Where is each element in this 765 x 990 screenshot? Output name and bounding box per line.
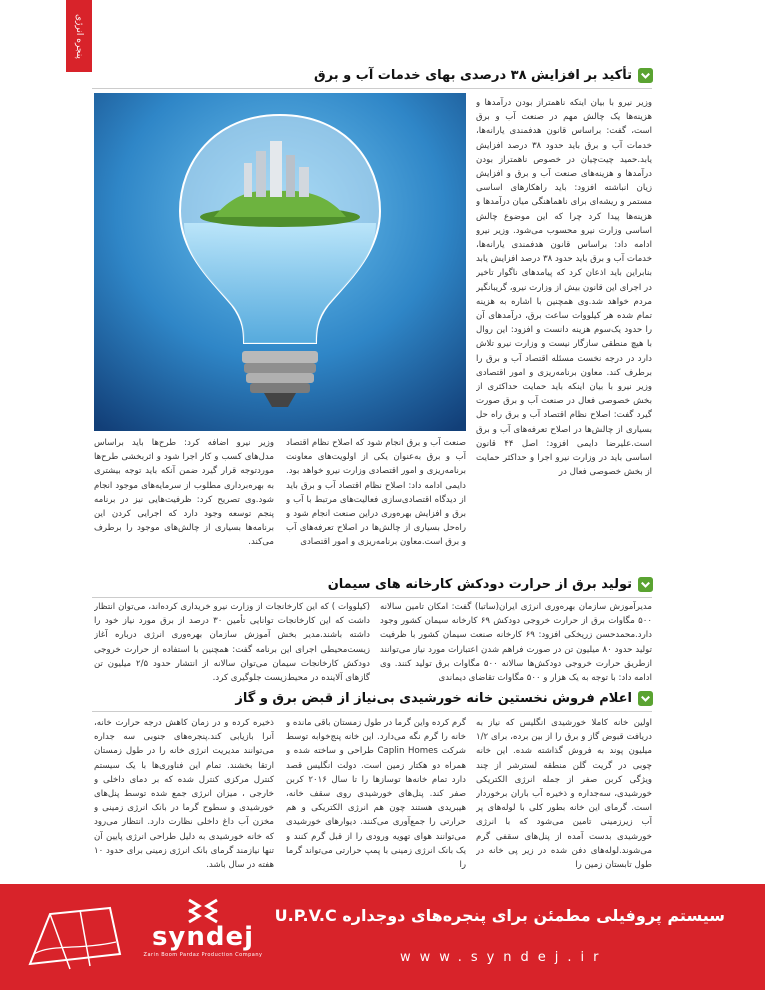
article-2-headline bbox=[328, 577, 653, 592]
article-1-headline bbox=[314, 68, 653, 83]
article-1-column-left: وزیر نیرو اضافه کرد: طرح‌ها باید براساس مدل‌های کسب و کار اجرا شود و اثربخشی طرح‌ها موردتوجه قرار گیرد ضمن آنکه باید توجه بیشتری به بهره‌برداری مطلوب از سرمایه‌های موجود انجام شود.وی تصریح کرد: ظرفیت‌هایی نیز در برنامه پنجم توسعه وجود دارد که اجرایی کردن این برنامه‌ها بسیاری از چالش‌های موجود را برطرف می‌کند. bbox=[94, 438, 274, 548]
syndej-advertisement bbox=[0, 884, 765, 990]
article-2-column-right: مدیرآموزش سازمان بهره‌وری انرژی ایران(ساتبا) گفت: امکان تامین سالانه ۵۰۰ مگاوات برق از حرارت خروجی دودکش ۶۹ کارخانه سیمان کشور وجود دارد.محمدحسن زریخکی افزود: ۶۹ کارخانه صنعت سیمان کشور با ظرفیت تولید حدود ۸۰ میلیون تن در صورت فراهم شدن اعتبارات مورد نیاز می‌توانند ازطریق حرارت خروجی دودکش‌ها سالانه ۵۰۰ مگاوات برق تولید کنند. وی ادامه داد: با توجه به یک هزار و ۵۰۰ مگاوات تقاضای دیماندی bbox=[380, 602, 652, 684]
ad-tagline: سیستم پروفیلی مطمئن برای پنجره‌های دوجداره U.P.V.C bbox=[274, 906, 725, 925]
syndej-logo bbox=[138, 894, 268, 984]
chevron-down-icon bbox=[638, 577, 653, 592]
article-3-title: اعلام فروش نخستین خانه خورشیدی بی‌نیاز از قبض برق و گاز bbox=[235, 691, 632, 706]
article-3-headline bbox=[235, 691, 653, 706]
article-1-column-middle: صنعت آب و برق انجام شود که اصلاح نظام اقتصاد آب و برق به‌عنوان یکی از اولویت‌های معاونت برنامه‌ریزی و امور اقتصادی وزارت نیرو خواهد بود. دایمی ادامه داد: اصلاح نظام اقتصاد آب و برق باید از دیدگاه اقتصادی‌سازی فعالیت‌های مرتبط با آب و برق و افزایش بهره‌وری دراین صنعت انجام شود و راه‌حل بسیاری از چالش‌ها در اصلاح تعرفه‌های آب و برق است.معاون برنامه‌ریزی و امور اقتصادی bbox=[286, 438, 466, 548]
divider bbox=[92, 597, 652, 598]
ad-website-link[interactable]: www.syndej.ir bbox=[400, 950, 608, 965]
divider bbox=[92, 88, 652, 89]
window-sketch-icon bbox=[20, 894, 130, 984]
article-1-title: تأکید بر افزایش ۳۸ درصدی بهای خدمات آب و برق bbox=[314, 68, 632, 83]
chevron-down-icon bbox=[638, 68, 653, 83]
article-3-column-middle: گرم کرده واین گرما در طول زمستان باقی مانده و خانه را گرم نگه می‌دارد. این خانه پنج‌خوابه توسط شرکت Caplin Homes طراحی و ساخته شده و همراه دو هکتار زمین است. دولت انگلیس قصد دارد تمام خانه‌ها توسازها را تا سال ۲۰۱۶ کربن صفر کند. پنل‌های خورشیدی روی سقف خانه، هیبریدی هستند چون هم انرژی الکتریکی و هم حرارتی را جمع‌آوری می‌کنند. دیوارهای خورشیدی می‌توانند هوای تهویه ورودی را از قبل گرم کنند و یک بانک انرژی زمینی با پمپ حرارتی می‌تواند گرما را bbox=[286, 718, 466, 871]
section-tab-label: پنجره انرژی bbox=[74, 13, 84, 59]
logo-wordmark: syndej bbox=[151, 922, 255, 952]
article-2-title: تولید برق از حرارت دودکش کارخانه های سیمان bbox=[327, 577, 632, 592]
article-3-column-right: اولین خانه کاملا خورشیدی انگلیس که نیاز به دریافت قبوض گاز و برق را از بین برده، برای ۱/۲ میلیون پوند به فروش گذاشته شده. این خانه چوبی در گریت گلن منطقه لسترشر از چند ویژگی کربن صفر از جمله انرژی الکتریکی خورشیدی، سه‌جداره و ذخیره آب باران برخوردار است. گرمای این خانه بطور کلی با لوله‌های پر آب زیرزمینی تامین می‌شود که با انرژی خورشیدی بدست آمده از پنل‌های سقفی گرم می‌شوند.لوله‌های دفن شده در زیر پی خانه در طول تابستان زمین را bbox=[476, 718, 652, 871]
lightbulb-photo bbox=[94, 93, 466, 431]
article-1-column-right: وزیر نیرو با بیان اینکه ناهمتراز بودن درآمدها و هزینه‌ها یک چالش مهم در صنعت آب و برق است، گفت: براساس قانون هدفمندی یارانه‌ها، خدمات آب و برق باید حدود ۳۸ درصد افزایش یابد.حمید چیت‌چیان در خصوص ناهمتراز بودن درآمدها و هزینه‌های صنعت آب و برق و افزایش زیان انباشته افزود: باید راهکارهای اساسی مستمر و ریشه‌ای برای ناهماهنگی میان درآمدها و هزینه‌ها پیدا کرد چرا که این موضوع چالش اساسی وزارت نیرو محسوب می‌شود. وزیر نیرو ادامه داد: براساس قانون هدفمندی یارانه‌ها، خدمات آب و برق باید حدود ۳۸ درصد افزایش یابد بنابراین باید اذعان کرد که پیامدهای ناگوار تاخیر در اجرای این قانون بیش از وزارت نیرو، گریبانگیر مردم خواهد شد.وی همچنین با اشاره به هزینه تمام شده هر کیلووات ساعت برق، درآمدهای آن را حدود یک‌سوم هزینه دانست و افزود: این روال با هیچ منطقی سازگار نیست و وزارت نیرو تلاش دارد در درجه نخست مسئله اقتصاد آب و برق را برطرف کند. معاون برنامه‌ریزی و امور اقتصادی وزیر نیرو با بیان اینکه باید حمایت حداکثری از بخش خصوصی فعال در صنعت آب و برق صورت گیرد گفت: اصلاح نظام اقتصاد آب و برق راه حل بسیاری از چالش‌ها در اصلاح تعرفه‌های آب و برق است.علیرضا دایمی افزود: اصل ۴۴ قانون اساسی باید در وزارت نیرو اجرا و حداکثر حمایت از بخش خصوصی فعال در bbox=[476, 98, 652, 478]
article-3-column-left: ذخیره کرده و در زمان کاهش درجه حرارت خانه، آنرا بازیابی کند.پنجره‌های جنوبی سه جداره می‌توانند مدیریت انرژی خانه را در طول زمستان ارتقا بخشند. تمام این فناوری‌ها با یک سیستم کنترل مرکزی کنترل شده که بر دمای داخلی و خارجی ، میزان انرژی جمع شده توسط پنل‌های خورشیدی و سطوح گرما در بانک انرژی زمینی و مخزن آب داغ داخلی نظارت دارد. انتظار می‌رود که خانه خورشیدی به دلیل طراحی انرژی پایین آن تنها نیازمند گرمای بانک انرژی زمینی برای حدود ۱۰ هفته در سال باشد. bbox=[94, 718, 274, 871]
section-tab bbox=[66, 0, 92, 72]
logo-mark-icon bbox=[185, 896, 221, 924]
chevron-down-icon bbox=[638, 691, 653, 706]
divider bbox=[92, 711, 652, 712]
logo-subtitle: Zarin Boom Pardaz Production Company bbox=[143, 952, 263, 958]
article-2-column-left: (کیلووات ) که این کارخانجات از وزارت نیرو خریداری کرده‌اند، می‌توان انتظار داشت که این کارخانجات توانایی تأمین ۳۰ درصد از برق مورد نیاز خود را داشته باشند.مدیر بخش آموزش سازمان بهره‌وری انرژی درباره آغاز زیست‌محیطی اجرای این برنامه گفت: همچنین با استفاده از حرارت خروجی دودکش کارخانجات سیمان می‌توان سالانه از انتشار حدود ۲/۵ میلیون تن گازهای آلاینده در محیط‌زیست جلوگیری کرد. bbox=[94, 602, 370, 684]
